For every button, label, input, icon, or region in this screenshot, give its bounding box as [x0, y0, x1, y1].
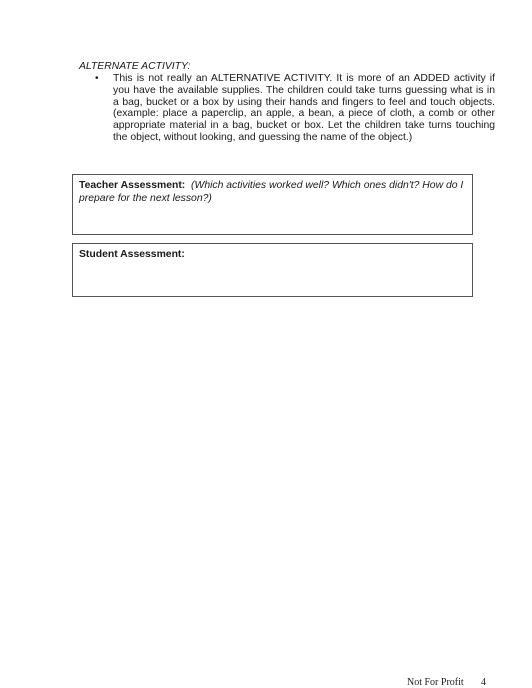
student-assessment-box: [72, 243, 473, 297]
teacher-assessment-label: Teacher Assessment:: [79, 180, 186, 191]
bullet-icon: •: [95, 73, 99, 84]
student-assessment-label: Student Assessment:: [79, 249, 185, 260]
page-footer: [407, 677, 486, 688]
alternate-activity-heading: ALTERNATE ACTIVITY:: [79, 61, 191, 72]
alternate-activity-list: [95, 73, 495, 144]
page-number: 4: [481, 677, 486, 688]
teacher-assessment-prompt: (Which activities worked well? Which ones didn't? How do I prepare for the next lesson?): [79, 180, 464, 204]
bullet-text: This is not really an ALTERNATIVE ACTIVITY. It is more of an ADDED activity if you have the available supplies. The children could take turns guessing what is in a bag, bucket or a box by using their hands and fingers to feel and touch objects. (example: place a paperclip, an apple, a bean, a piece of cloth, a comb or other appropriate material in a bag, bucket or box. Let the children take turns touching the object, without looking, and guessing the name of the object.): [113, 73, 495, 143]
footer-text: Not For Profit: [407, 677, 464, 688]
teacher-assessment-box: [72, 174, 473, 235]
list-item: [95, 73, 495, 144]
